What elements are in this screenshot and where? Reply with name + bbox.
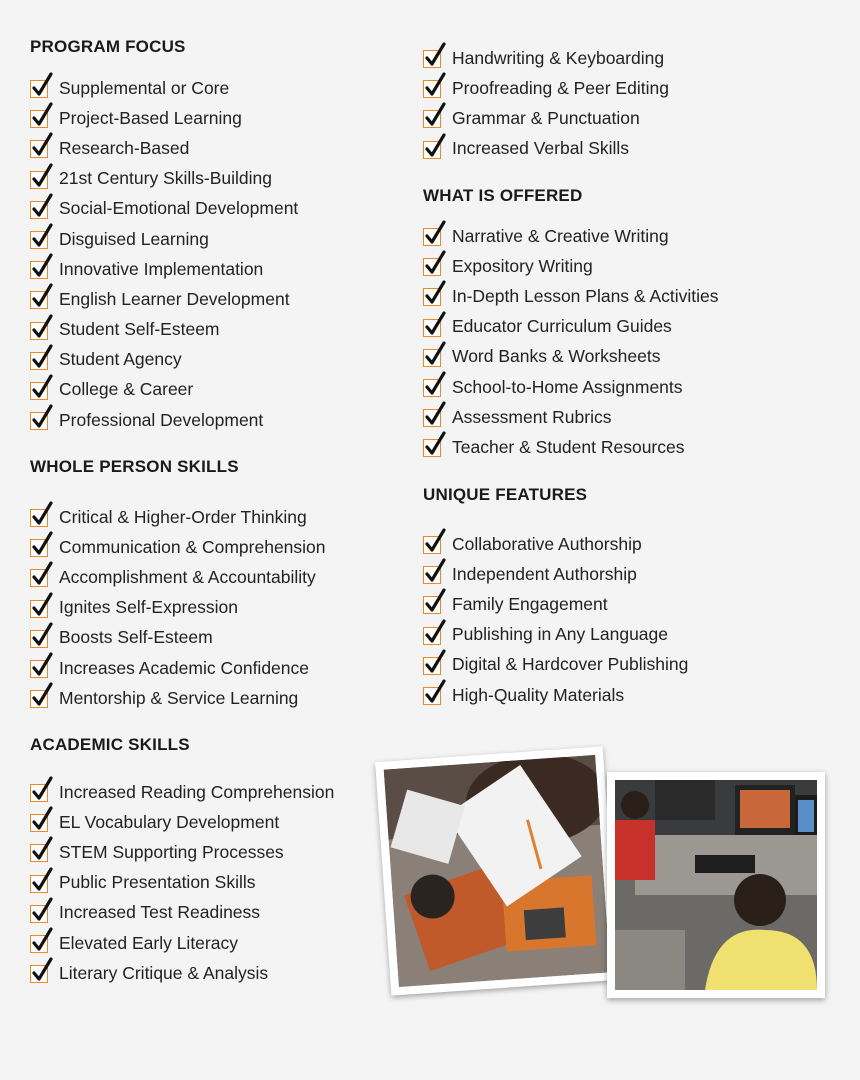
checkbox-checked-icon — [30, 844, 48, 862]
list-item — [30, 345, 430, 375]
checkbox-checked-icon — [30, 171, 48, 189]
checkbox-checked-icon — [423, 50, 441, 68]
checkbox-checked-icon — [30, 569, 48, 587]
check-mark-icon — [423, 680, 447, 706]
checkbox-checked-icon — [423, 536, 441, 554]
list-item-label: Proofreading & Peer Editing — [452, 77, 669, 98]
checkbox-checked-icon — [30, 630, 48, 648]
list-item — [30, 683, 430, 713]
checkbox-checked-icon — [423, 141, 441, 159]
list-item — [423, 134, 823, 164]
section-academic-skills — [30, 734, 430, 988]
check-mark-icon — [30, 562, 54, 588]
list-item — [423, 559, 823, 589]
checkbox-checked-icon — [30, 382, 48, 400]
check-mark-icon — [30, 653, 54, 679]
check-mark-icon — [30, 315, 54, 341]
list-item-label: Public Presentation Skills — [59, 872, 256, 893]
section-whole-person-skills — [30, 456, 430, 713]
list-item — [30, 777, 430, 807]
list-item-label: Project-Based Learning — [59, 107, 242, 128]
check-mark-icon — [423, 402, 447, 428]
list-item-label: Increases Academic Confidence — [59, 657, 309, 678]
section-program-focus — [30, 36, 430, 435]
list-item-label: Communication & Comprehension — [59, 536, 326, 557]
check-mark-icon — [30, 868, 54, 894]
check-mark-icon — [423, 372, 447, 398]
check-mark-icon — [423, 73, 447, 99]
list-item — [423, 432, 823, 462]
list-item — [30, 405, 430, 435]
section-what-is-offered — [423, 185, 823, 463]
check-mark-icon — [423, 251, 447, 277]
photo-students-writing — [375, 746, 619, 995]
checkbox-checked-icon — [30, 539, 48, 557]
list-item-label: Professional Development — [59, 409, 264, 430]
checkbox-checked-icon — [423, 110, 441, 128]
list-item-label: Family Engagement — [452, 593, 608, 614]
checkbox-checked-icon — [423, 228, 441, 246]
check-mark-icon — [30, 837, 54, 863]
list-item-label: Publishing in Any Language — [452, 624, 669, 645]
checkbox-checked-icon — [423, 687, 441, 705]
list-item-label: Research-Based — [59, 137, 190, 158]
list-item — [30, 224, 430, 254]
checkbox-checked-icon — [30, 814, 48, 832]
list-item — [30, 315, 430, 345]
check-mark-icon — [423, 281, 447, 307]
checkbox-checked-icon — [30, 261, 48, 279]
list-item — [30, 928, 430, 958]
check-mark-icon — [423, 43, 447, 69]
list-item-label: Critical & Higher-Order Thinking — [59, 506, 307, 527]
check-mark-icon — [30, 777, 54, 803]
check-mark-icon — [30, 284, 54, 310]
check-mark-icon — [423, 589, 447, 615]
check-mark-icon — [30, 254, 54, 280]
checkbox-checked-icon — [30, 905, 48, 923]
list-item — [423, 221, 823, 251]
list-item-label: STEM Supporting Processes — [59, 841, 284, 862]
photo-computer-lab — [607, 772, 825, 998]
checkbox-checked-icon — [30, 784, 48, 802]
check-mark-icon — [30, 103, 54, 129]
check-mark-icon — [30, 683, 54, 709]
checkbox-checked-icon — [30, 600, 48, 618]
check-mark-icon — [423, 620, 447, 646]
list-item — [30, 807, 430, 837]
checkbox-checked-icon — [423, 627, 441, 645]
list-item — [423, 680, 823, 710]
list-item — [30, 133, 430, 163]
section-heading: ACADEMIC SKILLS — [30, 735, 190, 754]
list-item — [30, 254, 430, 284]
list-item-label: Assessment Rubrics — [452, 406, 612, 427]
item-list — [423, 529, 823, 710]
list-item-label: Literary Critique & Analysis — [59, 962, 269, 983]
checkbox-checked-icon — [423, 80, 441, 98]
list-item-label: Grammar & Punctuation — [452, 107, 640, 128]
item-list — [423, 43, 823, 164]
check-mark-icon — [423, 650, 447, 676]
item-list — [30, 777, 430, 988]
list-item-label: Teacher & Student Resources — [452, 436, 685, 457]
list-item-label: Expository Writing — [452, 255, 593, 276]
checkbox-checked-icon — [30, 509, 48, 527]
section-heading: WHAT IS OFFERED — [423, 186, 583, 205]
section-continued — [423, 43, 823, 164]
check-mark-icon — [30, 623, 54, 649]
list-item — [423, 620, 823, 650]
check-mark-icon — [30, 958, 54, 984]
check-mark-icon — [423, 312, 447, 338]
item-list — [30, 73, 430, 435]
checkbox-checked-icon — [30, 352, 48, 370]
check-mark-icon — [30, 593, 54, 619]
list-item-label: Collaborative Authorship — [452, 533, 642, 554]
list-item-label: Digital & Hardcover Publishing — [452, 654, 689, 675]
section-unique-features — [423, 484, 823, 710]
checkbox-checked-icon — [423, 409, 441, 427]
checkbox-checked-icon — [423, 439, 441, 457]
checkbox-checked-icon — [30, 965, 48, 983]
list-item — [30, 103, 430, 133]
list-item — [423, 589, 823, 619]
checkbox-checked-icon — [30, 322, 48, 340]
list-item-label: Increased Verbal Skills — [452, 138, 630, 159]
list-item-label: School-to-Home Assignments — [452, 376, 683, 397]
list-item-label: Ignites Self-Expression — [59, 597, 238, 618]
checkbox-checked-icon — [423, 596, 441, 614]
checkbox-checked-icon — [423, 288, 441, 306]
checkbox-checked-icon — [30, 140, 48, 158]
list-item — [30, 502, 430, 532]
check-mark-icon — [423, 432, 447, 458]
list-item-label: English Learner Development — [59, 288, 290, 309]
list-item-label: Educator Curriculum Guides — [452, 316, 672, 337]
list-item — [30, 653, 430, 683]
checkbox-checked-icon — [30, 201, 48, 219]
check-mark-icon — [30, 405, 54, 431]
list-item — [30, 837, 430, 867]
check-mark-icon — [423, 103, 447, 129]
checkbox-checked-icon — [30, 875, 48, 893]
list-item — [30, 164, 430, 194]
list-item — [30, 284, 430, 314]
list-item — [30, 623, 430, 653]
list-item — [423, 650, 823, 680]
list-item — [30, 898, 430, 928]
list-item — [423, 342, 823, 372]
list-item — [30, 375, 430, 405]
list-item-label: In-Depth Lesson Plans & Activities — [452, 285, 719, 306]
list-item-label: Accomplishment & Accountability — [59, 566, 316, 587]
check-mark-icon — [30, 73, 54, 99]
students-writing-image — [384, 755, 611, 987]
check-mark-icon — [423, 134, 447, 160]
list-item — [423, 43, 823, 73]
list-item-label: College & Career — [59, 379, 194, 400]
section-heading: UNIQUE FEATURES — [423, 485, 588, 504]
check-mark-icon — [30, 928, 54, 954]
check-mark-icon — [423, 342, 447, 368]
list-item — [30, 593, 430, 623]
list-item — [30, 868, 430, 898]
list-item-label: High-Quality Materials — [452, 684, 625, 705]
computer-lab-image — [615, 780, 817, 990]
list-item-label: Increased Reading Comprehension — [59, 781, 335, 802]
list-item — [423, 529, 823, 559]
section-heading: WHOLE PERSON SKILLS — [30, 457, 239, 476]
check-mark-icon — [30, 532, 54, 558]
checkbox-checked-icon — [30, 110, 48, 128]
list-item — [423, 281, 823, 311]
checkbox-checked-icon — [423, 258, 441, 276]
item-list — [30, 502, 430, 713]
check-mark-icon — [30, 502, 54, 528]
checkbox-checked-icon — [423, 349, 441, 367]
list-item — [423, 103, 823, 133]
check-mark-icon — [30, 807, 54, 833]
check-mark-icon — [30, 375, 54, 401]
list-item-label: Narrative & Creative Writing — [452, 225, 669, 246]
checkbox-checked-icon — [30, 660, 48, 678]
list-item — [30, 562, 430, 592]
section-heading: PROGRAM FOCUS — [30, 37, 186, 56]
checkbox-checked-icon — [30, 412, 48, 430]
checkbox-checked-icon — [30, 935, 48, 953]
list-item-label: Independent Authorship — [452, 563, 637, 584]
list-item-label: Handwriting & Keyboarding — [452, 47, 665, 68]
checkbox-checked-icon — [30, 231, 48, 249]
check-mark-icon — [423, 529, 447, 555]
list-item-label: 21st Century Skills-Building — [59, 168, 273, 189]
list-item — [423, 372, 823, 402]
checkbox-checked-icon — [423, 657, 441, 675]
list-item — [423, 402, 823, 432]
checkbox-checked-icon — [423, 379, 441, 397]
list-item-label: Word Banks & Worksheets — [452, 346, 661, 367]
check-mark-icon — [30, 345, 54, 371]
check-mark-icon — [423, 559, 447, 585]
list-item-label: Elevated Early Literacy — [59, 932, 238, 953]
item-list — [423, 221, 823, 463]
list-item — [30, 532, 430, 562]
checkbox-checked-icon — [423, 319, 441, 337]
list-item-label: Student Agency — [59, 349, 182, 370]
check-mark-icon — [30, 133, 54, 159]
list-item-label: Disguised Learning — [59, 228, 209, 249]
checkbox-checked-icon — [30, 291, 48, 309]
list-item-label: Mentorship & Service Learning — [59, 687, 299, 708]
checkbox-checked-icon — [423, 566, 441, 584]
checkbox-checked-icon — [30, 80, 48, 98]
list-item-label: Innovative Implementation — [59, 258, 264, 279]
check-mark-icon — [30, 194, 54, 220]
check-mark-icon — [30, 224, 54, 250]
check-mark-icon — [423, 221, 447, 247]
list-item — [423, 251, 823, 281]
checkbox-checked-icon — [30, 690, 48, 708]
list-item — [30, 958, 430, 988]
list-item-label: Student Self-Esteem — [59, 319, 220, 340]
list-item — [30, 194, 430, 224]
check-mark-icon — [30, 898, 54, 924]
list-item-label: Supplemental or Core — [59, 77, 230, 98]
list-item — [423, 312, 823, 342]
list-item-label: Social-Emotional Development — [59, 198, 299, 219]
check-mark-icon — [30, 164, 54, 190]
list-item — [30, 73, 430, 103]
list-item-label: Boosts Self-Esteem — [59, 627, 213, 648]
list-item-label: Increased Test Readiness — [59, 902, 261, 923]
list-item — [423, 73, 823, 103]
list-item-label: EL Vocabulary Development — [59, 811, 280, 832]
